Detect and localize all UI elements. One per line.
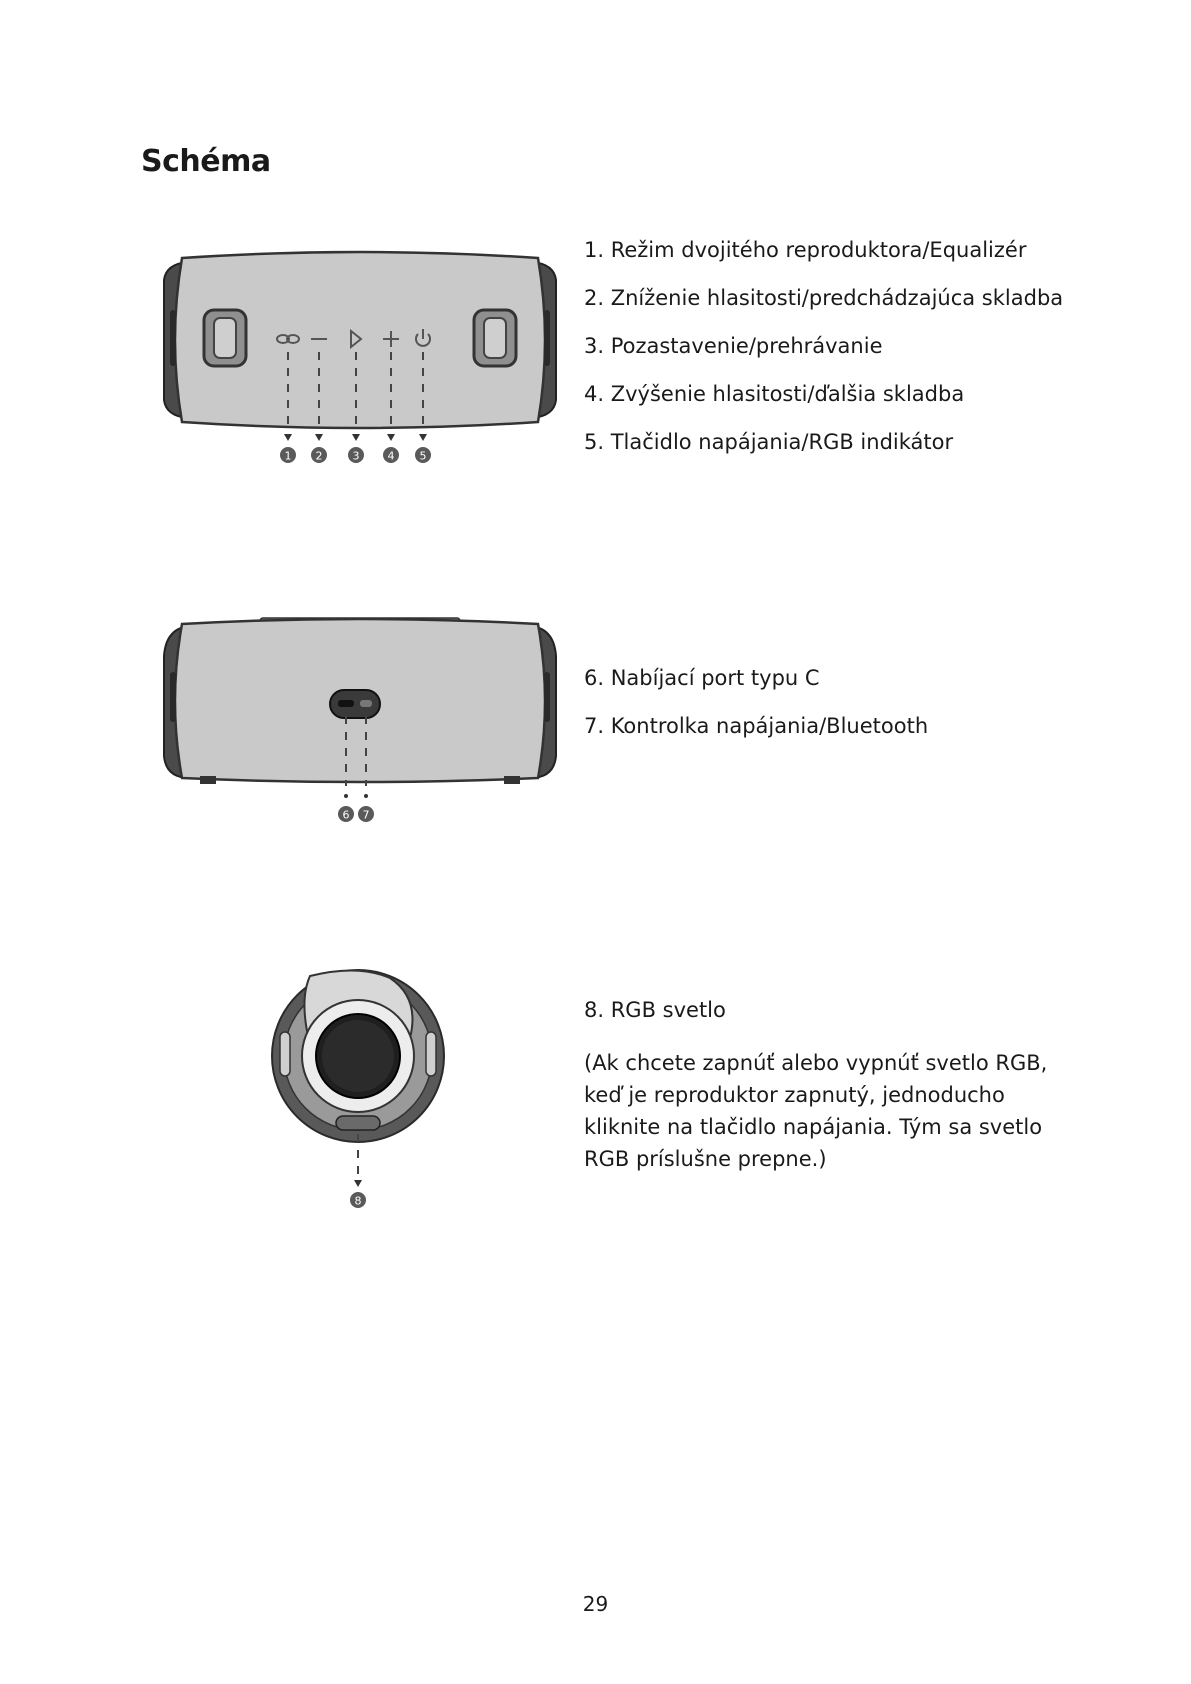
side-view-feature-list bbox=[584, 998, 726, 1046]
callout-2: 2 bbox=[315, 449, 323, 463]
speaker-side-view-figure bbox=[270, 968, 450, 1218]
top-view-feature-list bbox=[584, 238, 1063, 478]
list-item: 4. Zvýšenie hlasitosti/ďalšia skladba bbox=[584, 382, 965, 406]
rgb-light-note: (Ak chcete zapnúť alebo vypnúť svetlo RGB, keď je reproduktor zapnutý, jednoducho kliknite na tlačidlo napájania. Tým sa svetlo RGB príslušne prepne.) bbox=[584, 1051, 1048, 1171]
list-item: 8. RGB svetlo bbox=[584, 998, 726, 1022]
callout-5: 5 bbox=[419, 449, 427, 463]
rgb-light bbox=[336, 1116, 380, 1130]
callout-1: 1 bbox=[284, 449, 292, 463]
list-item: 7. Kontrolka napájania/Bluetooth bbox=[584, 714, 929, 738]
list-item: 1. Režim dvojitého reproduktora/Equalizér bbox=[584, 238, 1027, 262]
callout-4: 4 bbox=[387, 449, 395, 463]
back-view-feature-list bbox=[584, 666, 928, 762]
list-item: 2. Zníženie hlasitosti/predchádzajúca skladba bbox=[584, 286, 1064, 310]
callout-6: 6 bbox=[342, 808, 350, 822]
page-number: 29 bbox=[582, 1592, 609, 1616]
callout-7: 7 bbox=[362, 808, 370, 822]
callout-3: 3 bbox=[352, 449, 360, 463]
list-item: 6. Nabíjací port typu C bbox=[584, 666, 820, 690]
callout-8: 8 bbox=[354, 1194, 362, 1208]
list-item: 5. Tlačidlo napájania/RGB indikátor bbox=[584, 430, 954, 454]
page-title: Schéma bbox=[141, 144, 271, 179]
type-c-port bbox=[330, 690, 380, 718]
list-item: 3. Pozastavenie/prehrávanie bbox=[584, 334, 883, 358]
speaker-back-view-figure bbox=[160, 616, 560, 836]
speaker-top-view-figure bbox=[160, 250, 560, 470]
